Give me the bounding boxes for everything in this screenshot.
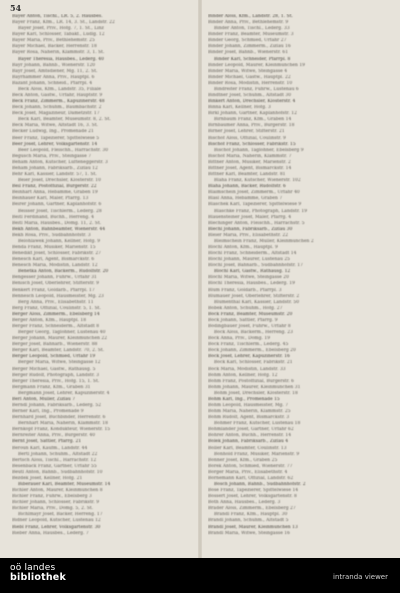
directory-entry: Böck Maria, Modistin, Landstr. 33 — [208, 366, 286, 372]
directory-entry: Bekh Anton, Bahnbeamter, Wienerstr. 44 — [12, 226, 106, 232]
directory-entry: Blaschke Franz, Photograph, Landstr. 19 — [214, 208, 308, 214]
library-logo[interactable] — [10, 563, 66, 583]
directory-entry: Berger Josef, Bahnarb., Wienerstr. 88 — [12, 342, 98, 348]
directory-entry: Bichler Franz, Fuhrw., Ebelsberg 3 — [12, 494, 92, 500]
page-spine — [198, 0, 202, 558]
directory-entry: Bayer Karl, Schlosser, Tabakf., Ludlg. 12 — [12, 32, 105, 38]
directory-entry: Brandl Josef, Maurer, Kleinmünchen 13 — [208, 524, 298, 530]
directory-entry: Benedikt Josef, Schlosser, Fabrikstr. 27 — [12, 251, 102, 257]
directory-entry: Bayrhammer Anna, Priv., Hauptpl. 6 — [12, 74, 95, 80]
directory-entry: Beer Leopold, Fleischh., Harrachstr. 30 — [18, 147, 109, 153]
directory-entry: Bonner Josef, Kfm., Graben 25 — [208, 457, 278, 463]
directory-entry: Böhmländer Josef, Gärtner, Urfahr 62 — [208, 427, 294, 433]
directory-entry: Birnbaumer Anna, Priv., Bürgerstr. 18 — [208, 123, 295, 129]
directory-entry: Berndl Johann, Fabriksarb., Lederg. 52 — [12, 403, 102, 408]
directory-entry: Bischof Alois, Offizial, Coulinstr. 9 — [208, 135, 286, 141]
directory-entry: Böhm Karl, Ing., Promenade 15 — [208, 396, 280, 402]
directory-entry: Belohlawek Johann, Kellner, Hofg. 9 — [18, 238, 101, 244]
directory-entry: Beirer Johann, Gärtner, Kaplanhofstr. 6 — [12, 202, 102, 208]
directory-entry: Bayer Theresia, Hausbes., Lederg. 40 — [18, 56, 104, 62]
directory-entry: Beck Karl, Beamter, Museumstr. 8, 2. St. — [18, 117, 111, 123]
directory-entry: Böhm Rudolf, Agent, Bismarckstr. 3 — [208, 415, 290, 421]
directory-entry: Beck Josef, Magazineur, Dametzstr. 17 — [12, 111, 100, 117]
directory-entry: Bock Johann, Sattler, Pfarrg. 9 — [208, 317, 278, 323]
directory-entry: Binkert Anton, Drechsler, Klosterstr. 4 — [208, 99, 296, 105]
directory-entry: Berger Rudolf, Photograph, Landstr. 3 — [12, 372, 100, 378]
directory-entry: Blöchl Theresia, Hausbes., Lederg. 19 — [208, 281, 295, 287]
directory-entry: Böhmer Franz, Kutscher, Lustenau 18 — [214, 421, 301, 427]
directory-entry: Binder Anton, Tischl., Lederg. 33 — [214, 26, 290, 32]
directory-entry: Besenbäck Franz, Gärtner, Urfahr 55 — [12, 463, 97, 469]
directory-entry: Beisser Josef, Tischlerm., Lederg. 28 — [18, 208, 102, 214]
directory-entry: Beck Alois, Kfm., Landstr. 35, Filiale — [18, 86, 102, 92]
directory-entry: Böhm Johann, Maurer, Kleinmünchen 31 — [208, 384, 301, 390]
directory-entry: Bertl Johann, Schuhm., Altstadt 22 — [18, 451, 98, 457]
directory-entry: Benda Franz, Musiker, Marienstr. 15 — [12, 244, 96, 250]
directory-entry: Beier Josef, Drechsler, Klosterstr. 10 — [18, 178, 101, 184]
directory-entry: Benetka Anton, Bäckerm., Rudolfstr. 20 — [18, 269, 109, 275]
directory-entry: Beer Josef, Lehrer, Volksgartenstr. 14 — [12, 141, 98, 147]
directory-entry: Bischof Maria, Näherin, Klammstr. 7 — [208, 153, 292, 159]
directory-entry: Benesch Maria, Modistin, Landstr. 12 — [12, 263, 98, 269]
directory-entry: Bayer Michael, Bäcker, Herrenstr. 18 — [12, 44, 97, 50]
directory-entry: Bosch Johann, Bahnb., Südbahnhofstr. 2 — [214, 482, 306, 488]
directory-entry: Beham Anton, Kutscher, Lüfteneggerstr. 3 — [12, 159, 108, 165]
directory-entry: Bekh Rosa, Priv., Südbahnhofstr. 3 — [12, 232, 91, 238]
directory-entry: Beinhauer Karl, Maler, Pfarrg. 13 — [12, 196, 89, 202]
directory-entry: Binder Franz, Beamter, Museumstr. 3 — [208, 32, 294, 38]
directory-entry: Benisch Josef, Oberlehrer, Stifterstr. 9 — [12, 281, 100, 287]
directory-entry: Blöchl Maria, Witwe, Steingasse 20 — [208, 275, 289, 281]
directory-entry: Bernkopf Franz, Kondukteur, Wienerstr. 15 — [12, 427, 111, 433]
directory-entry: Both Anna, Hausbes., Lederg. 3 — [208, 500, 281, 506]
directory-entry: Blumauer Josef, Oberlehrer, Stifterstr. 2 — [208, 293, 300, 299]
directory-entry: Berg Franz, Offizial, Coulinstr. 5, 1. St. — [12, 305, 101, 311]
directory-entry: Bindreiter Franz, Fuhrw., Lustenau 6 — [214, 86, 299, 92]
directory-entry: Borger Maria, Priv., Elisabethstr. 4 — [208, 469, 288, 475]
directory-entry: Bieber Anna, Hausbes., Lederg. 7 — [12, 530, 89, 536]
directory-entry: Bergmann Franz, Kfm., Graben 31 — [12, 384, 91, 390]
directory-entry: Bleimschein Franz, Müller, Kleinmünchen 2 — [214, 238, 314, 244]
directory-entry: Böck Franz, Tischlerm., Lederg. 45 — [208, 342, 289, 348]
directory-entry: Biberauer Karl, Beamter, Museumstr. 14 — [18, 482, 111, 488]
directory-entry: Binder Josef, Bahnb., Wienerstr. 61 — [208, 50, 289, 56]
directory-entry: Bayer Rosa, Näherin, Klammstr. 3, 1. St. — [12, 50, 105, 56]
directory-entry: Brandl Johann, Schuhm., Altstadt 5 — [208, 518, 289, 524]
directory-entry: Böck Karl, Schlosser, Fabrikstr. 21 — [214, 360, 293, 366]
directory-entry: Bazant Johann, Schneid., Pfarrpl. 4 — [12, 80, 93, 86]
directory-entry: Blöchl Johann, Maurer, Lustenau 25 — [208, 257, 291, 263]
directory-entry: Binder Rosa, Modistin, Herrenstr. 10 — [208, 80, 293, 86]
directory-entry: Bayer Maria, Priv., Bethlehemstr. 25 — [12, 38, 95, 44]
directory-entry: Beitl Maria, Hausbes., Domg. 11, 2. St. — [12, 220, 102, 226]
directory-entry: Brandl Franz, Kfm., Hauptpl. 30 — [214, 512, 288, 518]
directory-entry: Böck Johann, Zimmerm., Ebelsberg 20 — [208, 348, 296, 354]
directory-entry: Böhm Franz, Postoffizial, Bürgerstr. 6 — [208, 378, 294, 384]
directory-entry: Binder Anna, Priv., Bethlehemstr. 9 — [208, 20, 289, 26]
directory-entry: Böse Franz, Tapezierer, Spittelwiese 14 — [208, 488, 299, 494]
directory-entry: Bertsch Alois, Tischl., Harrachstr. 12 — [12, 457, 97, 463]
directory-entry: Bernreiter Anna, Priv., Bürgerstr. 40 — [12, 433, 96, 439]
directory-entry: Birnbaum Franz, Kfm., Graben 14 — [214, 117, 292, 123]
directory-entry: Benkert Franz, Goldarb., Pfarrpl. 17 — [12, 287, 95, 293]
page-number: 54 — [10, 3, 22, 13]
directory-entry: Berger Johann, Maurer, Kleinmünchen 22 — [12, 336, 108, 342]
directory-entry: Böhm Maria, Näherin, Klammstr. 25 — [208, 409, 291, 415]
directory-entry: Birner Josef, Lehrer, Stifterstr. 21 — [208, 129, 285, 135]
directory-entry: Bonhold Franz, Musiker, Marienstr. 9 — [214, 451, 300, 457]
directory-entry: Binder Karl, Schneider, Pfarrpl. 8 — [214, 56, 291, 62]
directory-entry: Beer Franz, Tapezierer, Spittelwiese 5 — [12, 135, 100, 141]
directory-entry: Berger Anton, Kfm., Hauptpl. 18 — [12, 317, 87, 323]
directory-entry: Beil Franz, Postoffizial, Bürgerstr. 22 — [12, 184, 97, 190]
directory-entry: Binder Maria, Witwe, Steingasse 4 — [208, 68, 288, 74]
directory-entry: Berl Anton, Müller, Zizlau 7 — [12, 396, 76, 402]
directory-entry: Bossert Josef, Lehrer, Volksgartenstr. 8 — [208, 494, 297, 500]
directory-entry: Beck Maria, Witwe, Altstadt 16, 3. St. — [12, 123, 99, 129]
directory-entry: Berger Karl, Beamter, Landstr. 70, 2. St. — [12, 348, 105, 354]
directory-entry: Bayr Johann, Bahnb., Wienerstr. 120 — [12, 62, 96, 68]
directory-entry: Beck Johann, Schuhm., Baumbachstr. 2 — [12, 105, 102, 111]
directory-entry: Berger Franz, Schneiderm., Altstadt 8 — [12, 323, 100, 329]
directory-entry: Blumenthal Karl, Kassier, Landstr. 50 — [214, 299, 300, 305]
directory-entry: Blaschek Karl, Tapezierer, Spittelwiese 9 — [208, 202, 302, 208]
directory-entry: Blöchl Franz, Schneiderm., Altstadt 14 — [208, 251, 297, 257]
directory-entry: Brader Alois, Zimmerm., Ebelsberg 27 — [208, 506, 296, 512]
directory-entry: Blaha Johann, Bäcker, Rudolfstr. 6 — [208, 184, 286, 190]
directory-entry: Binder Michael, Gastw., Hauptpl. 22 — [208, 74, 291, 80]
directory-entry: Benesch Karl, Agent, Bismarckstr. 6 — [12, 257, 95, 263]
directory-entry: Bischof Johann, Taglöhner, Ebelsberg 9 — [214, 147, 304, 153]
directory-entry: Binder Leopold, Maurer, Kleinmünchen 19 — [208, 62, 306, 68]
directory-entry: Bayer Josef, Priv., Hofg. 7, 1. St., Linz — [18, 26, 104, 32]
directory-entry: Bayr Josef, Amtsdiener, Mg. 11, 2. St. — [12, 68, 98, 74]
directory-entry: Beutl Anton, Bahnb., Südbahnhofstr. 10 — [12, 469, 103, 475]
directory-entry: Bichlmayr Josef, Bäcker, Herreng. 17 — [18, 512, 103, 518]
directory-entry: Bobek Anton, Schuhm., Hofg. 27 — [208, 305, 283, 311]
directory-entry: Becker Ludwig, Ing., Promenade 21 — [12, 129, 94, 135]
directory-entry: Berger Georg, Taglöhner, Lustenau 40 — [18, 330, 106, 336]
directory-entry: Berger Theresia, Priv., Hofg. 15, 1. St. — [12, 378, 100, 384]
directory-entry: Blum Franz, Goldarb., Pfarrpl. 3 — [208, 287, 282, 293]
directory-entry: Beinhart Anna, Hebamme, Graben 19 — [12, 190, 98, 196]
directory-entry: Bichler Johann, Schlosser, Fabrikstr. 9 — [12, 500, 100, 506]
directory-entry: Böhm Anton, Kellner, Hofg. 12 — [208, 372, 278, 378]
directory-entry: Boller Karl, Beamter, Coulinstr. 13 — [208, 445, 287, 451]
directory-entry: Böck Anna, Priv., Domg. 19 — [208, 336, 271, 342]
directory-entry: Berg Anna, Priv., Elisabethstr. 11 — [18, 299, 94, 305]
directory-entry: Bernhart Maria, Näherin, Klammstr. 18 — [18, 421, 108, 427]
directory-entry: Binna Karl, Kellner, Hofg. 3 — [208, 105, 271, 111]
directory-entry: Binder Georg, Schmied, Urfahr 27 — [208, 38, 287, 44]
viewer-label: intranda viewer — [333, 573, 388, 581]
directory-entry: Bornemann Karl, Offizial, Landstr. 62 — [208, 475, 294, 481]
directory-entry: Biebl Franz, Lehrer, Volksgartenstr. 30 — [12, 524, 101, 530]
directory-entry: Berger Leopold, Schmied, Urfahr 19 — [12, 354, 96, 360]
directory-entry: Blaha Franz, Kutscher, Wienerstr. 102 — [214, 178, 301, 184]
directory-entry: Bock Franz, Beamter, Museumstr. 20 — [208, 311, 293, 317]
directory-entry: Blöchl Anton, Kfm., Hauptpl. 9 — [208, 244, 278, 250]
directory-entry: Beitl Ferdinand, Buchh., Herreng. 4 — [12, 214, 94, 220]
directory-entry: Bohrer Anton, Buchh., Herrenstr. 14 — [208, 433, 292, 439]
directory-entry: Berger Alois, Zimmerm., Ebelsberg 14 — [12, 311, 100, 317]
directory-entry: Berger Maria, Witwe, Steingasse 12 — [18, 360, 101, 366]
directory-entry: Böck Alois, Bäckerm., Herreng. 23 — [214, 330, 293, 336]
directory-entry: Bernhard Josef, Buchbinder, Herrenstr. 6 — [12, 415, 106, 421]
directory-entry: Bittner Karl, Beamter, Landstr. 81 — [208, 172, 286, 178]
directory-entry: Berner Karl, Ing., Promenade 9 — [12, 409, 84, 415]
directory-entry: Blechinger Anton, Fleischh., Harrachstr. 5 — [208, 220, 305, 226]
directory-entry: Bennesch Leopold, Hausmeister, Mg. 23 — [12, 293, 104, 299]
directory-entry: Blechl Johann, Fabriksarb., Zizlau 30 — [208, 226, 293, 232]
directory-entry: Böhm Josef, Drechsler, Klosterstr. 18 — [214, 390, 298, 396]
directory-entry: Brandl Maria, Witwe, Steingasse 16 — [208, 530, 290, 536]
directory-entry: Bittner Anton, Musiker, Marienstr. 2 — [208, 159, 291, 165]
directory-entry: Bayer Anton, Tischl., LR. 5, 2. Hausbes. — [12, 14, 103, 19]
logo-line-1: oö landes — [10, 563, 56, 573]
logo-line-2: bibliothek — [10, 572, 66, 583]
directory-entry: Bichler Maria, Priv., Domg. 5, 2. St. — [12, 506, 94, 512]
directory-entry: Birkl Johann, Gärtner, Kaplanhofstr. 12 — [208, 111, 297, 117]
directory-entry: Beham Johann, Fabriksarb., Zizlau 12 — [12, 165, 98, 171]
directory-entry: Bergmann Josef, Lehrer, Kapuzinerstr. 4 — [18, 390, 110, 396]
directory-entry: Bernt Josef, Sattler, Pfarrg. 21 — [12, 439, 82, 445]
directory-entry: Bengesser Johann, Fuhrw., Urfahr 31 — [12, 275, 97, 281]
directory-entry: Beroun Karl, Kaufm., Landstr. 44 — [12, 445, 88, 451]
directory-entry: Bittner Josef, Agent, Bismarckstr. 14 — [208, 165, 292, 171]
directory-entry: Beck Franz, Zimmerm., Kapuzinerstr. 48 — [12, 99, 105, 105]
directory-entry: Böhm Leopold, Hausmeister, Mg. 7 — [208, 403, 289, 408]
directory-entry: Blauensteiner Josef, Maler, Pfarrg. 4 — [208, 214, 292, 220]
directory-entry: Beck Anton, Gastw., Urfahr, Hauptstr. 9 — [12, 93, 103, 99]
directory-entry: Bindtner Josef, Schuhm., Altstadt 30 — [208, 93, 292, 99]
directory-entry: Binder Alois, Kfm., Landstr. 28, 1. St. — [208, 14, 293, 19]
directory-entry: Binder Johann, Zimmerm., Zizlau 16 — [208, 44, 291, 50]
left-column — [12, 14, 198, 554]
directory-entry: Bezdek Josef, Kellner, Hofg. 21 — [12, 475, 83, 481]
directory-entry: Berger Michael, Gastw., Rathausg. 5 — [12, 366, 96, 372]
directory-entry: Borek Anton, Schmied, Wienerstr. 77 — [208, 463, 293, 469]
directory-entry: Behr Karl, Kassier, Landstr. 57, 1. St. — [12, 172, 97, 178]
directory-entry: Blöchl Josef, Bahnarb., Südbahnhofstr. 17 — [208, 263, 303, 269]
directory-entry: Blaimschein Josef, Zimmerm., Urfahr 40 — [208, 190, 300, 196]
directory-entry: Bolek Johann, Fabriksarb., Zizlau 4 — [208, 439, 289, 445]
directory-entry: Blöchl Karl, Gastw., Rathausg. 12 — [214, 269, 291, 275]
directory-entry: Begusch Maria, Priv., Steingasse 7 — [12, 153, 92, 159]
directory-entry: Bayer Franz, Kfm., LR. 14, 3. St., Landstr. 22 — [12, 20, 115, 26]
directory-entry: Bischof Franz, Schlosser, Fabrikstr. 15 — [208, 141, 296, 147]
directory-entry: Bleier Maria, Priv., Elisabethstr. 22 — [208, 232, 289, 238]
right-column — [208, 14, 394, 554]
directory-entry: Böck Josef, Lehrer, Kapuzinerstr. 16 — [208, 354, 290, 360]
directory-entry: Bidner Leopold, Kutscher, Lustenau 12 — [12, 518, 101, 524]
directory-entry: Blasl Anna, Hebamme, Graben 7 — [208, 196, 283, 202]
directory-entry: Bodingbauer Josef, Fuhrw., Urfahr 8 — [208, 323, 291, 329]
directory-entry: Bichler Anton, Maurer, Kleinmünchen 8 — [12, 488, 103, 494]
